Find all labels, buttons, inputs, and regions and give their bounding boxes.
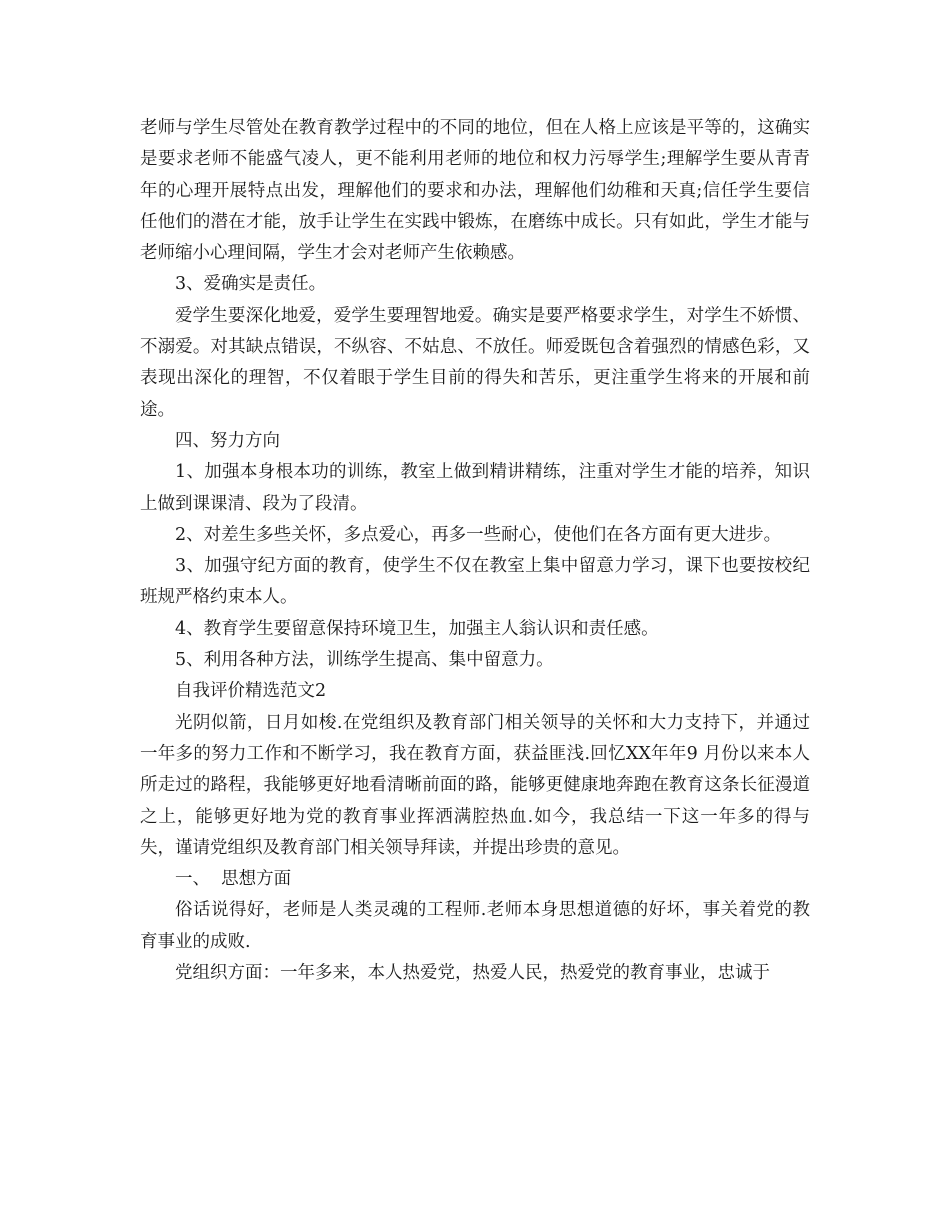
paragraph-party-organization: 党组织方面：一年多来，本人热爱党，热爱人民，热爱党的教育事业，忠诚于 [175, 963, 770, 984]
list-item-1: 1、加强本身根本功的训练，教室上做到精讲精练，注重对学生才能的培养，知识上做到课课清、段为了段清。 [140, 462, 810, 514]
list-item-4: 4、教育学生要留意保持环境卫生，加强主人翁认识和责任感。 [175, 618, 659, 639]
paragraph-time-flies: 光阴似箭，日月如梭.在党组织及教育部门相关领导的关怀和大力支持下，并通过一年多的努力工作和不断学习，我在教育方面，获益匪浅.回忆XX年年9 月份以来本人所走过的路程，我能够更好地看清晰前面的路，能够更健康地奔跑在教育这条长征漫道之上，能够更好地为党的教育事业挥洒满腔热血.如今，我总结一下这一年多的得与失，谨请党组织及教育部门相关领导拜读，并提出珍贵的意见。 [140, 712, 810, 858]
list-item-5: 5、利用各种方法，训练学生提高、集中留意力。 [175, 650, 554, 671]
paragraph-equality: 老师与学生尽管处在教育教学过程中的不同的地位，但在人格上应该是平等的，这确实是要求老师不能盛气凌人，更不能利用老师的地位和权力污辱学生;理解学生要从青青年的心理开展特点出发，理解他们的要求和办法，理解他们幼稚和天真;信任学生要信任他们的潜在才能，放手让学生在实践中锻炼，在磨练中成长。只有如此，学生才能与老师缩小心理间隔，学生才会对老师产生依赖感。 [140, 118, 810, 264]
heading-ideology: 一、 思想方面 [175, 869, 292, 890]
heading-love-is-responsibility: 3、爱确实是责任。 [175, 274, 327, 295]
list-item-3: 3、加强守纪方面的教育，使学生不仅在教室上集中留意力学习，课下也要按校纪班规严格约束本人。 [140, 556, 810, 608]
document-page [140, 113, 810, 989]
paragraph-teacher-engineer: 俗话说得好，老师是人类灵魂的工程师.老师本身思想道德的好坏，事关着党的教育事业的成败. [140, 900, 810, 952]
heading-effort-direction: 四、努力方向 [175, 430, 280, 451]
section-title-sample-2: 自我评价精选范文2 [175, 681, 327, 702]
list-item-2: 2、对差生多些关怀，多点爱心，再多一些耐心，使他们在各方面有更大进步。 [175, 524, 782, 545]
paragraph-deep-love: 爱学生要深化地爱，爱学生要理智地爱。确实是要严格要求学生，对学生不娇惯、不溺爱。对其缺点错误，不纵容、不姑息、不放任。师爱既包含着强烈的情感色彩，又表现出深化的理智，不仅着眼于学生目前的得失和苦乐，更注重学生将来的开展和前途。 [140, 305, 810, 420]
